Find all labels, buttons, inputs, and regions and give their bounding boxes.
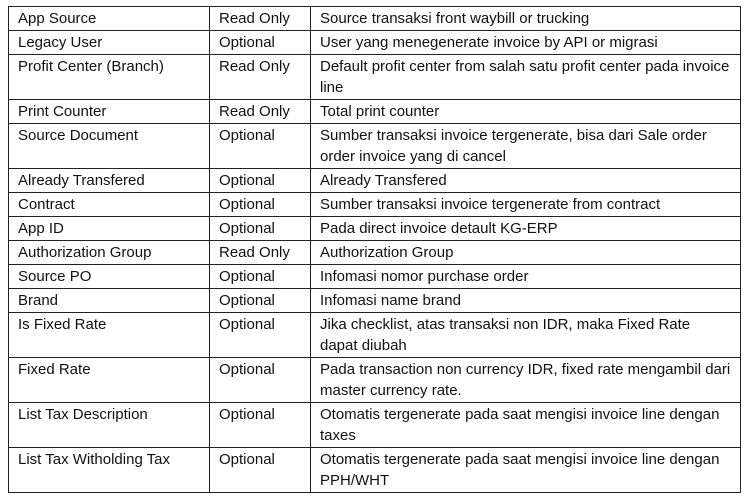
field-name-cell: Fixed Rate (9, 358, 210, 403)
description-cell: Already Transfered (311, 169, 741, 193)
description-cell: Pada direct invoice detault KG-ERP (311, 217, 741, 241)
mode-cell: Read Only (210, 7, 311, 31)
table-row (9, 55, 741, 100)
description-cell: Sumber transaksi invoice tergenerate from contract (311, 193, 741, 217)
field-name-cell: Source Document (9, 124, 210, 169)
description-cell: Infomasi name brand (311, 289, 741, 313)
table-row (9, 403, 741, 448)
field-name-cell: Source PO (9, 265, 210, 289)
mode-cell: Read Only (210, 55, 311, 100)
table-row (9, 7, 741, 31)
field-name-cell: List Tax Witholding Tax (9, 448, 210, 493)
mode-cell: Optional (210, 403, 311, 448)
mode-cell: Optional (210, 193, 311, 217)
table-row (9, 193, 741, 217)
description-cell: Default profit center from salah satu profit center pada invoice line (311, 55, 741, 100)
description-cell: Sumber transaksi invoice tergenerate, bisa dari Sale order order invoice yang di cancel (311, 124, 741, 169)
description-cell: Source transaksi front waybill or trucking (311, 7, 741, 31)
table-row (9, 100, 741, 124)
table-row (9, 31, 741, 55)
table-row (9, 448, 741, 493)
field-name-cell: Print Counter (9, 100, 210, 124)
description-cell: Infomasi nomor purchase order (311, 265, 741, 289)
table-row (9, 289, 741, 313)
field-name-cell: Brand (9, 289, 210, 313)
field-name-cell: Already Transfered (9, 169, 210, 193)
table-row (9, 217, 741, 241)
field-name-cell: Legacy User (9, 31, 210, 55)
mode-cell: Optional (210, 289, 311, 313)
field-table (8, 6, 741, 493)
field-name-cell: Authorization Group (9, 241, 210, 265)
description-cell: Authorization Group (311, 241, 741, 265)
mode-cell: Optional (210, 169, 311, 193)
mode-cell: Optional (210, 448, 311, 493)
field-name-cell: Contract (9, 193, 210, 217)
description-cell: Jika checklist, atas transaksi non IDR, maka Fixed Rate dapat diubah (311, 313, 741, 358)
table-row (9, 313, 741, 358)
field-name-cell: Profit Center (Branch) (9, 55, 210, 100)
mode-cell: Optional (210, 124, 311, 169)
field-name-cell: List Tax Description (9, 403, 210, 448)
description-cell: Pada transaction non currency IDR, fixed rate mengambil dari master currency rate. (311, 358, 741, 403)
table-row (9, 169, 741, 193)
table-row (9, 124, 741, 169)
description-cell: Otomatis tergenerate pada saat mengisi invoice line dengan PPH/WHT (311, 448, 741, 493)
table-row (9, 265, 741, 289)
mode-cell: Optional (210, 217, 311, 241)
description-cell: Total print counter (311, 100, 741, 124)
field-name-cell: App ID (9, 217, 210, 241)
table-row (9, 241, 741, 265)
mode-cell: Optional (210, 313, 311, 358)
mode-cell: Optional (210, 265, 311, 289)
mode-cell: Optional (210, 358, 311, 403)
mode-cell: Read Only (210, 100, 311, 124)
mode-cell: Read Only (210, 241, 311, 265)
field-name-cell: Is Fixed Rate (9, 313, 210, 358)
description-cell: User yang menegenerate invoice by API or migrasi (311, 31, 741, 55)
field-name-cell: App Source (9, 7, 210, 31)
description-cell: Otomatis tergenerate pada saat mengisi invoice line dengan taxes (311, 403, 741, 448)
table-row (9, 358, 741, 403)
mode-cell: Optional (210, 31, 311, 55)
